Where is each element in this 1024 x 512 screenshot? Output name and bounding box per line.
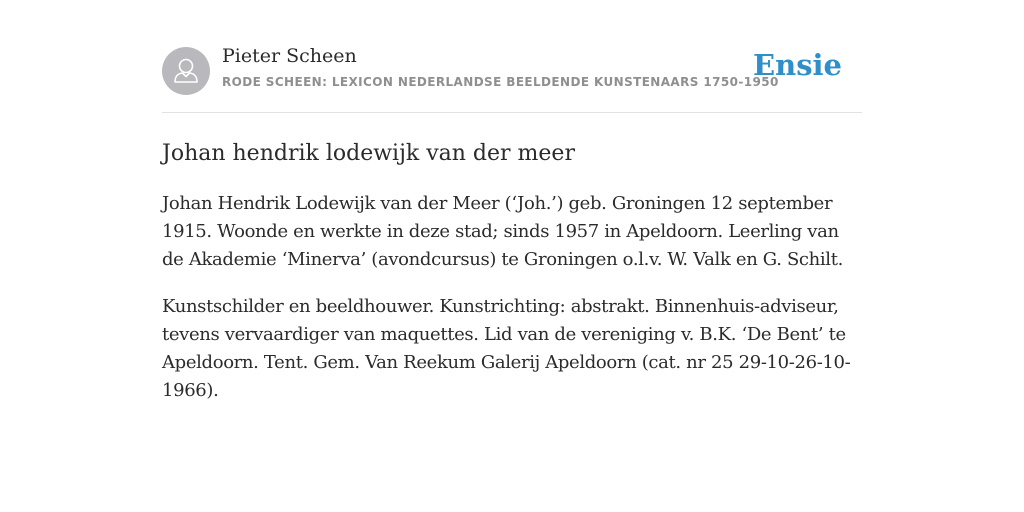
author-name[interactable]: Pieter Scheen xyxy=(222,45,357,67)
user-icon xyxy=(162,47,210,95)
entry-body xyxy=(162,190,862,405)
avatar[interactable] xyxy=(162,47,210,95)
brand-logo[interactable]: Ensie xyxy=(753,48,842,82)
entry-title: Johan hendrik lodewijk van der meer xyxy=(162,141,575,166)
entry-paragraph: Johan Hendrik Lodewijk van der Meer (‘Joh.’) geb. Groningen 12 september 1915. Woonde en werkte in deze stad; sinds 1957 in Apeldoorn. Leerling van de Akademie ‘Minerva’ (avondcursus) te Groningen o.l.v. W. Valk en G. Schilt. xyxy=(162,193,843,270)
entry-header xyxy=(162,42,862,113)
entry-paragraph: Kunstschilder en beeldhouwer. Kunstrichting: abstrakt. Binnenhuis-adviseur, tevens vervaardiger van maquettes. Lid van de vereniging v. B.K. ‘De Bent’ te Apeldoorn. Tent. Gem. Van Reekum Galerij Apeldoorn (cat. nr 25 29-10-26-10-1966). xyxy=(162,296,851,401)
entry-card xyxy=(162,42,862,405)
source-label[interactable]: RODE SCHEEN: LEXICON NEDERLANDSE BEELDENDE KUNSTENAARS 1750-1950 xyxy=(222,75,779,89)
